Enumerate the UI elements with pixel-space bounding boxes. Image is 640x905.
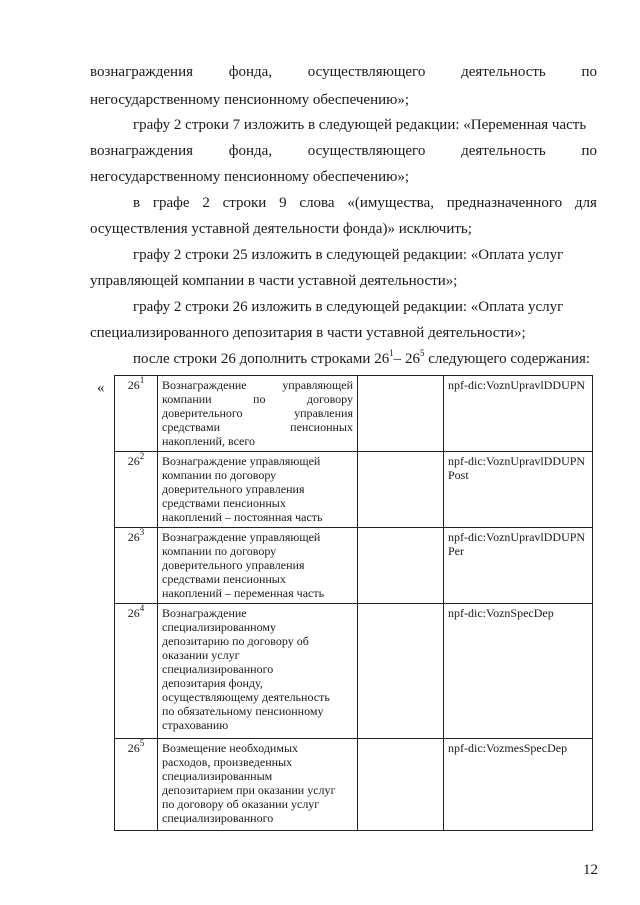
word: деятельность (461, 64, 546, 80)
word: вознаграждения (90, 64, 194, 80)
text-line: специализированного депозитария в части уставной деятельности»; (90, 325, 526, 341)
word: фонда, (228, 64, 273, 80)
text-line: управляющей компании в части уставной деятельности»; (90, 273, 458, 289)
description-cell: Возмещение необходимых расходов, произведенных специализированным депозитарием при оказании услуг по договору об оказании услуг специализированного (158, 739, 358, 831)
text-line: негосударственному пенсионному обеспечению»; (90, 92, 409, 108)
superscript: 1 (389, 348, 394, 358)
word: для (574, 195, 597, 211)
description-cell: Вознаграждение управляющей компании по договору доверительного управления средствами пенсионных накоплений – постоянная часть (158, 452, 358, 528)
empty-cell (358, 452, 444, 528)
row-number-cell: $26^2$ (115, 452, 158, 528)
empty-cell (358, 528, 444, 604)
text-line: негосударственному пенсионному обеспечению»; (90, 169, 409, 185)
word: деятельность (461, 143, 546, 159)
opening-quote: « (97, 380, 105, 396)
text-fragment: следующего содержания: (424, 351, 591, 367)
word: осуществляющего (307, 64, 426, 80)
text-fragment: после строки 26 дополнить строками 26 (133, 351, 390, 367)
empty-cell (358, 604, 444, 739)
table-row (115, 528, 593, 604)
identifier-cell: npf-dic:VoznSpecDep (444, 604, 593, 739)
text-line (133, 350, 597, 368)
text-line: графу 2 строки 25 изложить в следующей редакции: «Оплата услуг (133, 247, 564, 263)
text-line: графу 2 строки 26 изложить в следующей редакции: «Оплата услуг (133, 299, 564, 315)
word: по (581, 64, 597, 80)
empty-cell (358, 739, 444, 831)
identifier-cell: npf-dic:VoznUpravlDDUPNPer (444, 528, 593, 604)
word: предназначенного (446, 195, 563, 211)
identifier-cell: npf-dic:VoznUpravlDDUPNPost (444, 452, 593, 528)
description-cell: Вознаграждение управляющей компании по договору доверительного управления средствами пенсионных накоплений, всего (158, 376, 358, 452)
description-cell: Вознаграждение управляющей компании по договору доверительного управления средствами пенсионных накоплений – переменная часть (158, 528, 358, 604)
text-line (90, 63, 597, 81)
codes-table (114, 375, 593, 831)
text-fragment: – 26 (393, 351, 420, 367)
word: в (133, 195, 141, 211)
text-line (133, 194, 597, 212)
description-cell: Вознаграждение специализированному депозитарию по договору об оказании услуг специализированного депозитария фонду, осуществляющему деятельность по обязательному пенсионному страхованию (158, 604, 358, 739)
text-line: графу 2 строки 7 изложить в следующей редакции: «Переменная часть (133, 117, 587, 133)
table-row (115, 739, 593, 831)
identifier-cell: npf-dic:VozmesSpecDep (444, 739, 593, 831)
word: графе (152, 195, 190, 211)
row-number-cell: $26^5$ (115, 739, 158, 831)
text-line: осуществления уставной деятельности фонда)» исключить; (90, 221, 472, 237)
table-row (115, 376, 593, 452)
empty-cell (358, 376, 444, 452)
word: вознаграждения (90, 143, 194, 159)
text-line (90, 142, 597, 160)
identifier-cell: npf-dic:VoznUpravlDDUPN (444, 376, 593, 452)
word: слова (299, 195, 335, 211)
word: строки (222, 195, 267, 211)
word: осуществляющего (307, 143, 426, 159)
page-number: 12 (583, 862, 598, 878)
word: 9 (279, 195, 287, 211)
row-number-cell: $26^1$ (115, 376, 158, 452)
table-row (115, 452, 593, 528)
word: 2 (202, 195, 210, 211)
row-number-cell: $26^3$ (115, 528, 158, 604)
word: фонда, (228, 143, 273, 159)
word: по (581, 143, 597, 159)
word: «(имущества, (347, 195, 434, 211)
superscript: 5 (419, 348, 425, 358)
row-number-cell: $26^4$ (115, 604, 158, 739)
table-row (115, 604, 593, 739)
